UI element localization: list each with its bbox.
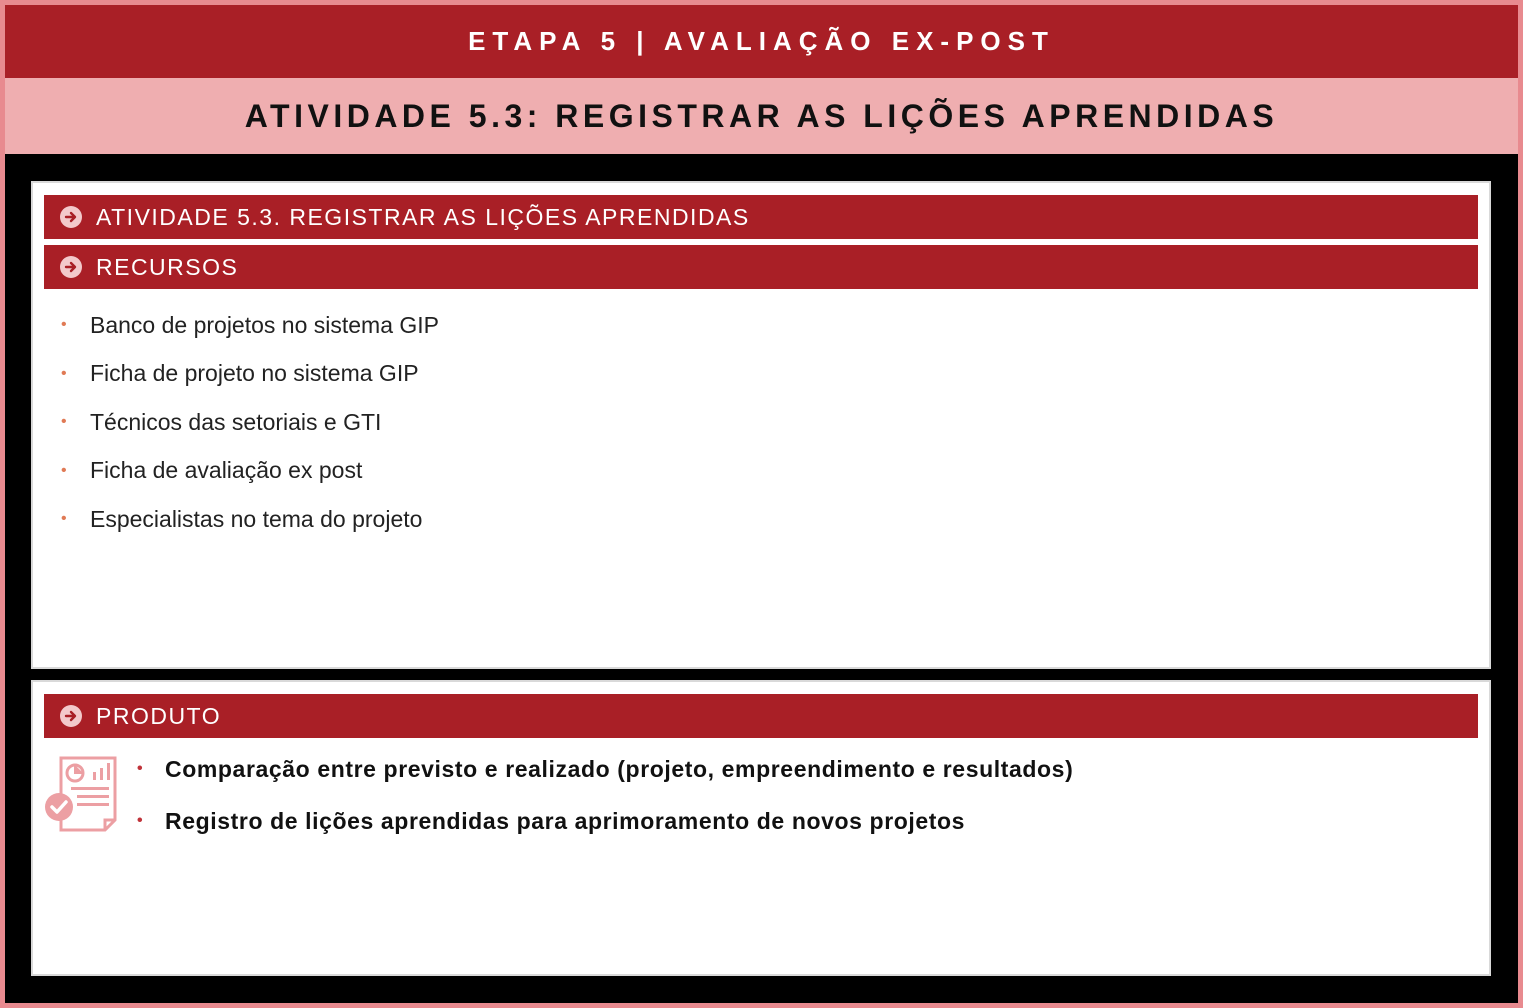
bullet-icon: • — [61, 316, 67, 334]
bullet-icon: • — [137, 812, 144, 829]
product-section-label: PRODUTO — [96, 702, 222, 729]
bullet-icon: • — [137, 760, 144, 777]
stage-title: ETAPA 5 | AVALIAÇÃO EX-POST — [468, 26, 1055, 56]
product-panel — [31, 680, 1491, 976]
list-item: • Ficha de avaliação ex post — [61, 457, 363, 484]
slide-frame — [5, 5, 1518, 1003]
list-item: • Técnicos das setoriais e GTI — [61, 408, 382, 435]
product-list — [137, 743, 1073, 847]
list-item: • Banco de projetos no sistema GIP — [61, 311, 440, 338]
stage-title-bar — [5, 5, 1518, 78]
activity-section-header — [44, 195, 1478, 239]
product-section-header — [44, 694, 1478, 738]
activity-title: ATIVIDADE 5.3: REGISTRAR AS LIÇÕES APRENDIDAS — [244, 97, 1279, 134]
arrow-circle-icon — [60, 206, 82, 228]
resources-section-header — [44, 245, 1478, 289]
arrow-circle-icon — [60, 256, 82, 278]
bullet-icon: • — [61, 461, 67, 479]
resources-list — [61, 301, 439, 544]
resources-section-label: RECURSOS — [96, 253, 239, 280]
report-check-icon — [43, 754, 123, 834]
resources-panel — [31, 181, 1491, 669]
list-item: • Ficha de projeto no sistema GIP — [61, 360, 419, 387]
list-item: • Comparação entre previsto e realizado (projeto, empreendimento e resultados) — [137, 755, 1074, 782]
list-item: • Registro de lições aprendidas para aprimoramento de novos projetos — [137, 807, 966, 834]
bullet-icon: • — [61, 364, 67, 382]
arrow-circle-icon — [60, 705, 82, 727]
bullet-icon: • — [61, 413, 67, 431]
activity-section-label: ATIVIDADE 5.3. REGISTRAR AS LIÇÕES APRENDIDAS — [96, 203, 750, 230]
activity-title-bar — [5, 78, 1518, 154]
list-item: • Especialistas no tema do projeto — [61, 505, 423, 532]
bullet-icon: • — [61, 510, 67, 528]
